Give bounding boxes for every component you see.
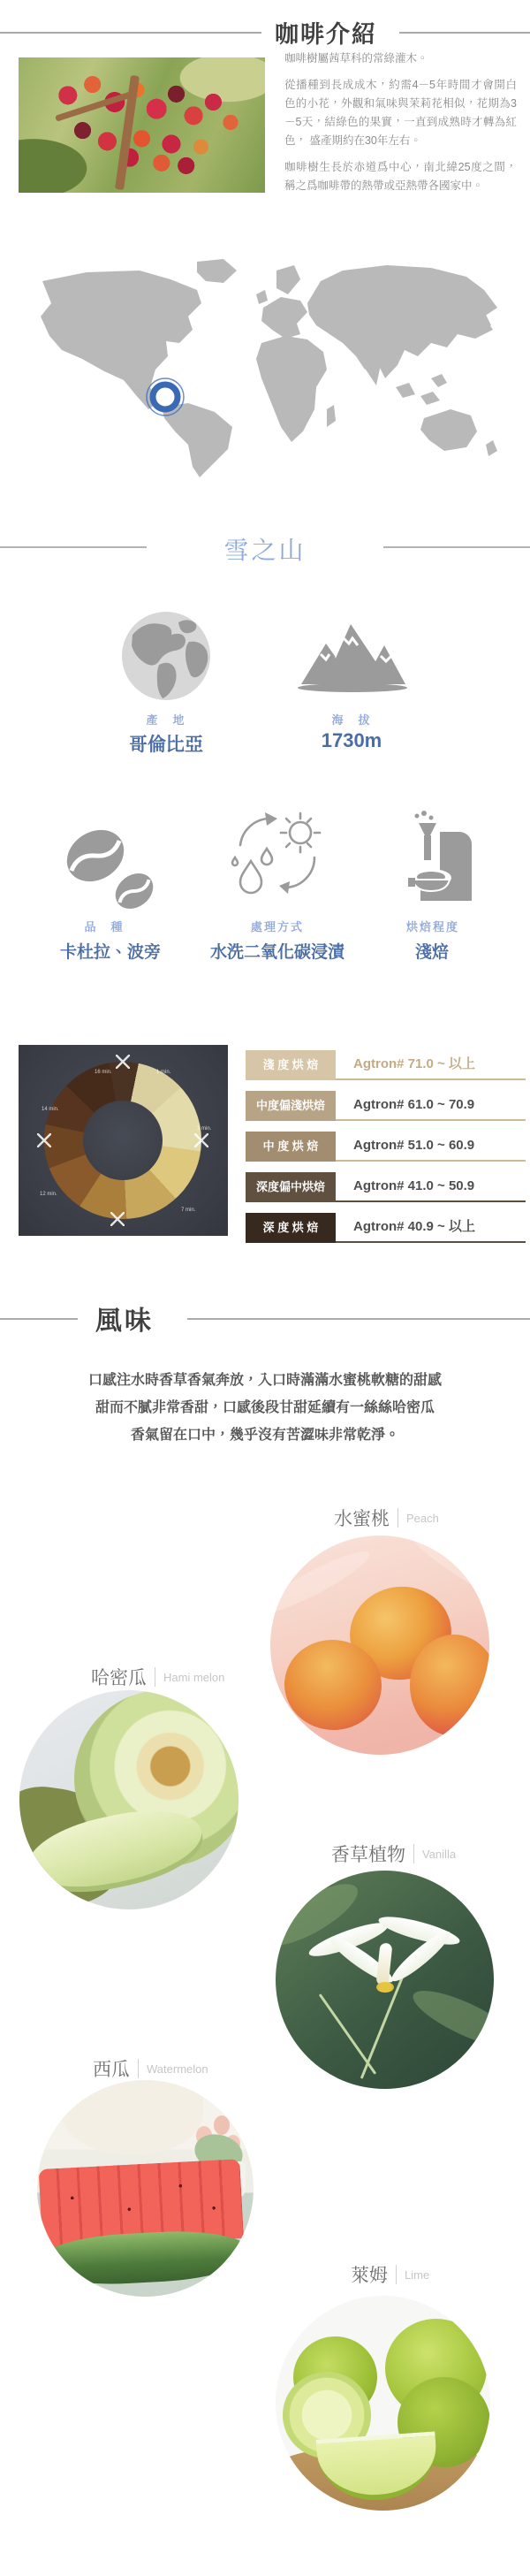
product-name: 雪之山 xyxy=(223,537,307,564)
flavor-note-label-lime xyxy=(351,2261,429,2288)
washed-process-icon xyxy=(228,808,327,902)
divider-line xyxy=(0,546,147,548)
note-name-en: Peach xyxy=(406,1511,439,1525)
roast-level-underline xyxy=(336,1160,526,1162)
map-marker-icon xyxy=(147,378,184,415)
note-name-en: Lime xyxy=(405,2267,430,2282)
roast-value: 淺焙 xyxy=(414,943,450,962)
flavor-description-line: 口感注水時香草香氣奔放，入口時滿滿水蜜桃軟糖的甜感 xyxy=(87,1373,442,1388)
divider-line xyxy=(0,32,261,34)
roast-level-underline xyxy=(336,1241,526,1243)
watermelon-slice xyxy=(39,2159,246,2291)
flavor-description-line: 甜而不膩非常香甜，口感後段甘甜延續有一絲絲哈密瓜 xyxy=(95,1400,435,1415)
roast-level-row xyxy=(246,1172,526,1202)
roast-level-value: Agtron# 71.0 ~ 以上 xyxy=(353,1056,475,1071)
altitude-value: 1730m xyxy=(321,729,382,751)
flavor-note-label-watermelon xyxy=(93,2055,208,2082)
roast-level-underline xyxy=(336,1078,526,1080)
note-name-zh: 香草植物 xyxy=(331,1845,405,1865)
process-value: 水洗二氧化碳浸漬 xyxy=(209,943,345,962)
peach-fruit xyxy=(410,1635,489,1736)
roast-bean-ring xyxy=(44,1062,201,1219)
label-divider xyxy=(413,1844,414,1863)
note-name-zh: 西瓜 xyxy=(93,2060,130,2080)
espresso-machine-icon xyxy=(398,809,475,904)
flavor-note-label-vanilla xyxy=(331,1841,456,1867)
divider-line xyxy=(0,1318,78,1320)
roast-level-row xyxy=(246,1213,526,1243)
roast-level-chip: 深度偏中烘焙 xyxy=(246,1172,336,1202)
wheel-time-label: 12 min. xyxy=(40,1192,57,1197)
note-name-zh: 哈密瓜 xyxy=(91,1668,147,1688)
world-map xyxy=(16,255,514,483)
globe-icon xyxy=(120,610,212,702)
flavor-section-title: 風味 xyxy=(95,1307,154,1336)
roast-level-row xyxy=(246,1091,526,1121)
mountain-icon xyxy=(294,619,411,695)
wheel-time-label: 3 min. xyxy=(197,1126,212,1132)
roast-level-chip: 深 度 烘 焙 xyxy=(246,1213,336,1243)
hami-melon-photo xyxy=(19,1690,238,1909)
roast-level-value: Agtron# 51.0 ~ 60.9 xyxy=(353,1138,475,1153)
roast-label: 烘焙程度 xyxy=(405,920,460,934)
note-name-en: Hami melon xyxy=(163,1670,225,1684)
wheel-time-label: 1 min. xyxy=(156,1070,171,1075)
roast-level-chip: 中 度 烘 焙 xyxy=(246,1132,336,1162)
roast-level-underline xyxy=(336,1119,526,1121)
roast-level-value: Agtron# 41.0 ~ 50.9 xyxy=(353,1178,475,1193)
roast-level-value: Agtron# 61.0 ~ 70.9 xyxy=(353,1097,475,1112)
roast-level-chip: 淺 度 烘 焙 xyxy=(246,1050,336,1080)
roast-level-row xyxy=(246,1050,526,1080)
intro-paragraph: 咖啡樹生長於赤道爲中心，南北緯25度之間，稱之爲咖啡帶的熱帶或亞熱帶各國家中。 xyxy=(284,161,517,192)
roast-level-chip: 中度偏淺烘焙 xyxy=(246,1091,336,1121)
intro-section-title: 咖啡介紹 xyxy=(275,21,377,48)
intro-paragraph: 從播種到長成成木，約需4－5年時間才會開白色的小花，外觀和氣味與茉莉花相似，花期為3－5天，結綠色的果實，一直到成熟時才轉為紅色， 盛產期約在30年左右。 xyxy=(284,79,517,147)
intro-paragraph: 咖啡樹屬茜草科的常綠灌木。 xyxy=(284,52,428,65)
watermelon-photo xyxy=(37,2080,254,2297)
coffee-branch xyxy=(55,91,132,121)
variety-value: 卡杜拉、波旁 xyxy=(59,943,162,962)
intro-text xyxy=(284,50,517,203)
wheel-tick xyxy=(110,1212,125,1226)
lime-photo xyxy=(276,2296,490,2511)
roast-wheel-photo xyxy=(19,1045,228,1236)
altitude-label: 海 拔 xyxy=(331,713,372,727)
wheel-time-label: 14 min. xyxy=(42,1107,59,1112)
label-divider xyxy=(138,2059,139,2078)
label-divider xyxy=(396,2265,397,2284)
note-name-en: Watermelon xyxy=(147,2062,208,2076)
note-name-zh: 萊姆 xyxy=(351,2266,388,2286)
divider-line xyxy=(399,32,530,34)
coffee-beans-icon xyxy=(57,815,161,914)
flavor-note-label-hami-melon xyxy=(91,1664,224,1690)
wheel-time-label: 7 min. xyxy=(181,1208,196,1213)
divider-line xyxy=(383,546,530,548)
note-name-zh: 水蜜桃 xyxy=(334,1509,390,1529)
tulip-flower xyxy=(214,2115,230,2135)
flower-stamen xyxy=(376,1982,394,1993)
process-label: 處理方式 xyxy=(250,920,305,934)
divider-line xyxy=(187,1318,530,1320)
note-name-en: Vanilla xyxy=(422,1847,457,1861)
origin-label: 產 地 xyxy=(146,713,186,727)
roast-level-underline xyxy=(336,1200,526,1202)
flavor-description-line: 香氣留在口中，幾乎沒有苦澀味非常乾淨。 xyxy=(130,1428,399,1443)
flavor-note-label-peach xyxy=(334,1505,439,1531)
variety-label: 品 種 xyxy=(84,920,125,934)
wheel-tick xyxy=(116,1055,130,1069)
roast-level-value: Agtron# 40.9 ~ 以上 xyxy=(353,1219,475,1234)
coffee-cherries-photo xyxy=(19,57,265,193)
roast-level-row xyxy=(246,1132,526,1162)
origin-value: 哥倫比亞 xyxy=(129,735,203,755)
peach-photo xyxy=(270,1536,489,1755)
vanilla-flower-photo xyxy=(276,1871,494,2089)
wheel-tick xyxy=(194,1133,208,1147)
wheel-tick xyxy=(37,1133,51,1147)
wheel-time-label: 16 min. xyxy=(95,1070,112,1075)
